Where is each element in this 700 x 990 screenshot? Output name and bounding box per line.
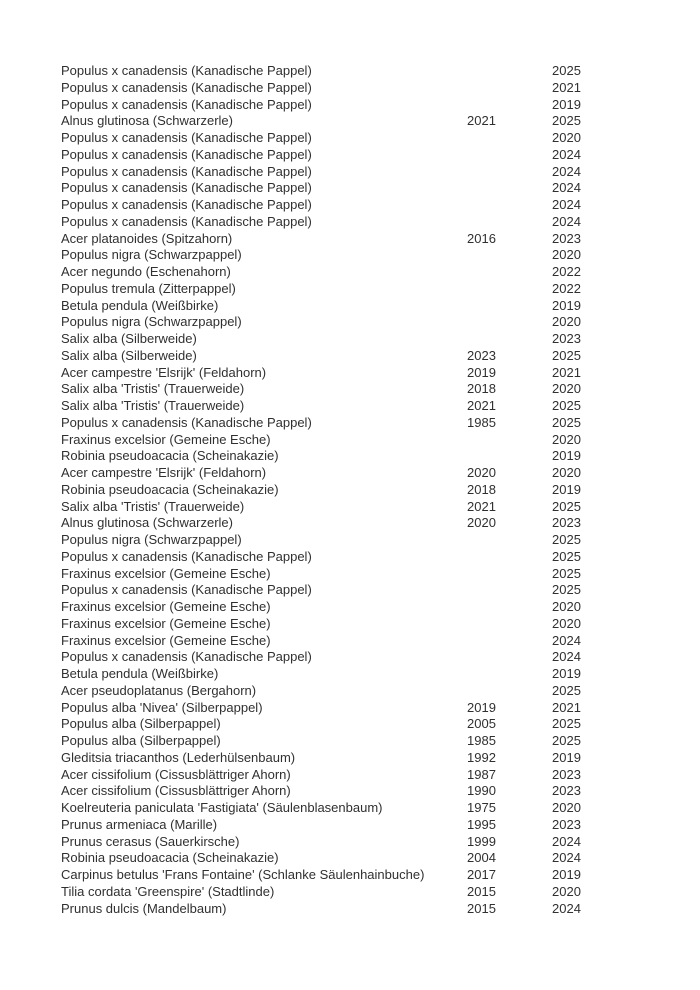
species-cell: Alnus glutinosa (Schwarzerle): [61, 113, 233, 129]
species-cell: Alnus glutinosa (Schwarzerle): [61, 515, 233, 531]
year-column-1-cell: 1985: [467, 414, 496, 430]
species-cell: Populus nigra (Schwarzpappel): [61, 532, 242, 547]
year-column-2-cell: 2025: [552, 532, 581, 547]
year-column-2-cell: 2021: [552, 699, 581, 715]
table-row: [61, 314, 681, 331]
species-cell: Acer cissifolium (Cissusblättriger Ahorn): [61, 783, 291, 799]
table-row: [61, 767, 681, 784]
table-row: [61, 800, 681, 817]
table-row: [61, 80, 681, 97]
year-column-1-cell: [467, 566, 552, 583]
year-column-2-cell: 2020: [552, 465, 581, 480]
year-column-2-cell: 2024: [552, 180, 581, 196]
species-cell: Prunus armeniaca (Marille): [61, 816, 218, 832]
table-row: [61, 683, 681, 700]
year-column-2-cell: 2020: [552, 130, 581, 145]
species-cell: Robinia pseudoacacia (Scheinakazie): [61, 481, 279, 497]
year-column-1-cell: [467, 147, 552, 164]
year-column-1-cell: 2021: [467, 498, 496, 514]
species-cell: Populus x canadensis (Kanadische Pappel): [61, 649, 312, 665]
year-column-1-cell: [467, 616, 552, 633]
species-cell: Populus alba (Silberpappel): [61, 733, 221, 748]
year-column-1-cell: 2021: [467, 113, 496, 129]
year-column-2-cell: 2020: [552, 800, 581, 815]
table-row: [61, 884, 681, 901]
year-column-2-cell: 2023: [552, 515, 581, 531]
year-column-1-cell: 1999: [467, 833, 496, 849]
year-column-2-cell: 2024: [552, 649, 581, 665]
year-column-2-cell: 2024: [552, 900, 581, 916]
table-row: [61, 482, 681, 499]
year-column-2-cell: 2024: [552, 833, 581, 849]
species-cell: Populus x canadensis (Kanadische Pappel): [61, 548, 312, 564]
year-column-2-cell: 2025: [552, 716, 581, 732]
year-column-1-cell: 2015: [467, 900, 496, 916]
year-column-1-cell: 2019: [467, 364, 496, 380]
species-cell: Tilia cordata 'Greenspire' (Stadtlinde): [61, 883, 275, 899]
year-column-2-cell: 2023: [552, 766, 581, 782]
species-cell: Acer platanoides (Spitzahorn): [61, 230, 233, 246]
year-column-2-cell: 2025: [552, 398, 581, 413]
year-column-1-cell: 1990: [467, 783, 496, 799]
table-row: [61, 415, 681, 432]
year-column-2-cell: 2019: [552, 749, 581, 765]
table-row: [61, 448, 681, 465]
year-column-1-cell: [467, 130, 552, 147]
table-row: [61, 834, 681, 851]
species-cell: Populus nigra (Schwarzpappel): [61, 247, 242, 263]
year-column-2-cell: 2020: [552, 599, 581, 614]
year-column-1-cell: 2015: [467, 883, 496, 899]
year-column-1-cell: [467, 582, 552, 599]
year-column-2-cell: 2025: [552, 548, 581, 564]
year-column-2-cell: 2019: [552, 448, 581, 464]
table-row: [61, 666, 681, 683]
year-column-1-cell: [467, 683, 552, 700]
year-column-1-cell: 2018: [467, 381, 496, 397]
year-column-2-cell: 2023: [552, 230, 581, 246]
year-column-1-cell: [467, 298, 552, 315]
table-row: [61, 247, 681, 264]
tree-table: [61, 63, 681, 917]
year-column-1-cell: [467, 549, 552, 566]
table-row: [61, 566, 681, 583]
species-cell: Populus x canadensis (Kanadische Pappel): [61, 63, 312, 78]
year-column-1-cell: 2016: [467, 230, 496, 246]
species-cell: Populus tremula (Zitterpappel): [61, 280, 236, 296]
year-column-2-cell: 2024: [552, 632, 581, 648]
table-row: [61, 901, 681, 918]
species-cell: Populus x canadensis (Kanadische Pappel): [61, 146, 312, 162]
year-column-2-cell: 2020: [552, 247, 581, 263]
table-row: [61, 515, 681, 532]
species-cell: Fraxinus excelsior (Gemeine Esche): [61, 632, 271, 648]
year-column-2-cell: 2024: [552, 197, 581, 212]
year-column-2-cell: 2025: [552, 733, 581, 748]
table-row: [61, 867, 681, 884]
year-column-2-cell: 2024: [552, 146, 581, 162]
year-column-1-cell: [467, 331, 552, 348]
species-cell: Prunus dulcis (Mandelbaum): [61, 900, 227, 916]
year-column-2-cell: 2019: [552, 96, 581, 112]
table-row: [61, 549, 681, 566]
table-row: [61, 331, 681, 348]
species-cell: Fraxinus excelsior (Gemeine Esche): [61, 565, 271, 581]
species-cell: Koelreuteria paniculata 'Fastigiata' (Säulenblasenbaum): [61, 800, 383, 815]
species-cell: Populus x canadensis (Kanadische Pappel): [61, 414, 312, 430]
table-row: [61, 499, 681, 516]
species-cell: Populus x canadensis (Kanadische Pappel): [61, 213, 312, 229]
year-column-1-cell: [467, 197, 552, 214]
table-row: [61, 231, 681, 248]
species-cell: Salix alba (Silberweide): [61, 331, 197, 346]
year-column-1-cell: [467, 432, 552, 449]
year-column-2-cell: 2025: [552, 498, 581, 514]
year-column-1-cell: 1985: [467, 733, 496, 748]
year-column-1-cell: [467, 264, 552, 281]
year-column-1-cell: 1987: [467, 766, 496, 782]
species-cell: Acer campestre 'Elsrijk' (Feldahorn): [61, 364, 267, 380]
year-column-2-cell: 2020: [552, 431, 581, 447]
year-column-2-cell: 2025: [552, 347, 581, 363]
year-column-2-cell: 2025: [552, 63, 581, 78]
year-column-1-cell: [467, 633, 552, 650]
species-cell: Gleditsia triacanthos (Lederhülsenbaum): [61, 749, 296, 765]
year-column-1-cell: [467, 214, 552, 231]
species-cell: Populus x canadensis (Kanadische Pappel): [61, 197, 312, 212]
year-column-1-cell: [467, 666, 552, 683]
species-cell: Betula pendula (Weißbirke): [61, 297, 219, 313]
year-column-2-cell: 2019: [552, 481, 581, 497]
year-column-2-cell: 2020: [552, 314, 581, 330]
table-row: [61, 649, 681, 666]
table-row: [61, 432, 681, 449]
table-row: [61, 214, 681, 231]
year-column-2-cell: 2025: [552, 113, 581, 129]
year-column-2-cell: 2023: [552, 816, 581, 832]
species-cell: Acer pseudoplatanus (Bergahorn): [61, 682, 257, 698]
species-cell: Fraxinus excelsior (Gemeine Esche): [61, 599, 271, 614]
species-cell: Robinia pseudoacacia (Scheinakazie): [61, 448, 279, 464]
year-column-1-cell: 2005: [467, 716, 496, 732]
species-cell: Robinia pseudoacacia (Scheinakazie): [61, 850, 279, 866]
year-column-2-cell: 2020: [552, 883, 581, 899]
species-cell: Salix alba 'Tristis' (Trauerweide): [61, 498, 245, 514]
year-column-1-cell: 2018: [467, 481, 496, 497]
year-column-1-cell: [467, 649, 552, 666]
year-column-1-cell: 2020: [467, 465, 496, 480]
year-column-1-cell: [467, 180, 552, 197]
table-row: [61, 750, 681, 767]
species-cell: Populus x canadensis (Kanadische Pappel): [61, 96, 312, 112]
species-cell: Fraxinus excelsior (Gemeine Esche): [61, 431, 271, 447]
year-column-1-cell: 2019: [467, 699, 496, 715]
table-row: [61, 381, 681, 398]
year-column-1-cell: 2017: [467, 867, 496, 882]
species-cell: Populus x canadensis (Kanadische Pappel): [61, 79, 312, 95]
table-row: [61, 716, 681, 733]
year-column-2-cell: 2019: [552, 867, 581, 882]
table-row: [61, 582, 681, 599]
year-column-1-cell: [467, 314, 552, 331]
species-cell: Populus x canadensis (Kanadische Pappel): [61, 582, 312, 598]
year-column-1-cell: 2023: [467, 347, 496, 363]
year-column-2-cell: 2020: [552, 381, 581, 397]
table-row: [61, 783, 681, 800]
table-row: [61, 281, 681, 298]
year-column-2-cell: 2024: [552, 850, 581, 866]
table-row: [61, 197, 681, 214]
table-row: [61, 130, 681, 147]
year-column-1-cell: [467, 97, 552, 114]
table-row: [61, 63, 681, 80]
year-column-2-cell: 2019: [552, 297, 581, 313]
year-column-1-cell: 1995: [467, 816, 496, 832]
species-cell: Acer negundo (Eschenahorn): [61, 264, 231, 279]
year-column-1-cell: [467, 448, 552, 465]
year-column-2-cell: 2025: [552, 414, 581, 430]
year-column-2-cell: 2022: [552, 280, 581, 296]
year-column-1-cell: 2004: [467, 850, 496, 866]
table-row: [61, 147, 681, 164]
year-column-2-cell: 2023: [552, 331, 581, 346]
table-row: [61, 817, 681, 834]
year-column-2-cell: 2025: [552, 682, 581, 698]
species-cell: Populus x canadensis (Kanadische Pappel): [61, 130, 312, 145]
year-column-1-cell: [467, 247, 552, 264]
species-cell: Populus alba 'Nivea' (Silberpappel): [61, 699, 263, 715]
table-row: [61, 532, 681, 549]
species-cell: Salix alba 'Tristis' (Trauerweide): [61, 398, 245, 413]
year-column-2-cell: 2025: [552, 565, 581, 581]
year-column-2-cell: 2021: [552, 364, 581, 380]
table-row: [61, 850, 681, 867]
table-row: [61, 633, 681, 650]
species-cell: Populus nigra (Schwarzpappel): [61, 314, 242, 330]
species-cell: Betula pendula (Weißbirke): [61, 666, 219, 681]
table-row: [61, 164, 681, 181]
year-column-1-cell: 2021: [467, 398, 496, 413]
table-row: [61, 465, 681, 482]
species-cell: Salix alba 'Tristis' (Trauerweide): [61, 381, 245, 397]
year-column-1-cell: 1975: [467, 800, 496, 815]
year-column-2-cell: 2024: [552, 163, 581, 179]
table-row: [61, 180, 681, 197]
species-cell: Acer cissifolium (Cissusblättriger Ahorn): [61, 766, 291, 782]
table-row: [61, 97, 681, 114]
year-column-1-cell: [467, 164, 552, 181]
table-row: [61, 365, 681, 382]
year-column-1-cell: 2020: [467, 515, 496, 531]
species-cell: Populus x canadensis (Kanadische Pappel): [61, 180, 312, 196]
table-row: [61, 398, 681, 415]
year-column-2-cell: 2021: [552, 79, 581, 95]
year-column-1-cell: [467, 599, 552, 616]
year-column-1-cell: [467, 80, 552, 97]
year-column-1-cell: [467, 532, 552, 549]
year-column-2-cell: 2023: [552, 783, 581, 799]
table-row: [61, 700, 681, 717]
year-column-1-cell: [467, 281, 552, 298]
year-column-1-cell: 1992: [467, 749, 496, 765]
year-column-2-cell: 2025: [552, 582, 581, 598]
year-column-2-cell: 2024: [552, 213, 581, 229]
table-row: [61, 616, 681, 633]
table-row: [61, 113, 681, 130]
species-cell: Prunus cerasus (Sauerkirsche): [61, 833, 240, 849]
species-cell: Populus alba (Silberpappel): [61, 716, 221, 732]
species-cell: Carpinus betulus 'Frans Fontaine' (Schlanke Säulenhainbuche): [61, 867, 425, 882]
species-cell: Fraxinus excelsior (Gemeine Esche): [61, 615, 271, 631]
table-row: [61, 298, 681, 315]
species-cell: Salix alba (Silberweide): [61, 347, 197, 363]
year-column-2-cell: 2019: [552, 666, 581, 681]
year-column-1-cell: [467, 63, 552, 80]
table-row: [61, 733, 681, 750]
species-cell: Populus x canadensis (Kanadische Pappel): [61, 163, 312, 179]
year-column-2-cell: 2020: [552, 615, 581, 631]
year-column-2-cell: 2022: [552, 264, 581, 279]
table-row: [61, 264, 681, 281]
table-row: [61, 599, 681, 616]
species-cell: Acer campestre 'Elsrijk' (Feldahorn): [61, 465, 267, 480]
table-row: [61, 348, 681, 365]
